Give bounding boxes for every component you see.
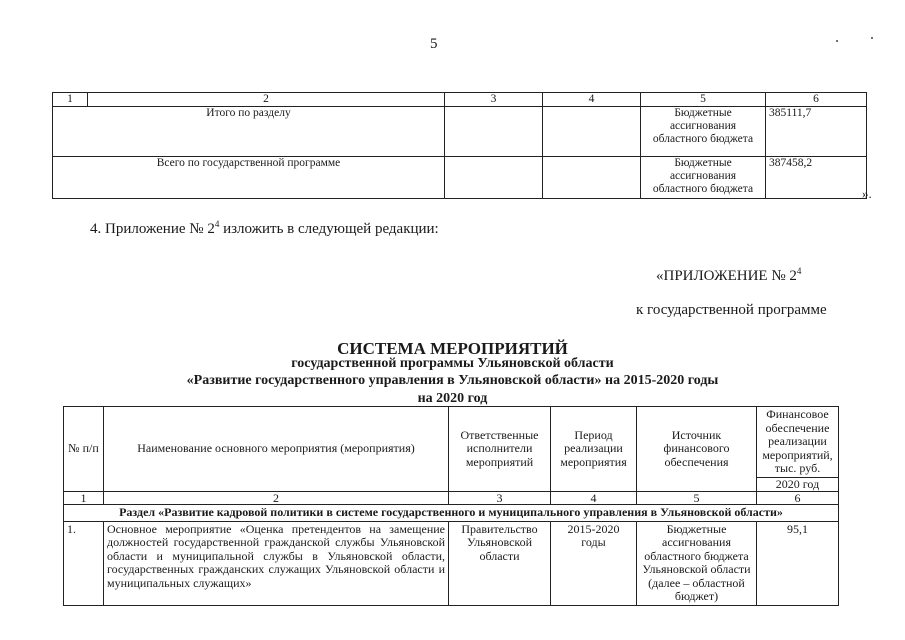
document-subtitle: государственной программы Ульяновской области [291,356,614,371]
paragraph-text: изложить в следующей редакции: [219,221,439,237]
section-row [64,505,839,522]
column-number: 5 [637,492,757,505]
row-executor: Правительство Ульяновской области [449,521,551,605]
row-period: 2015-2020 годы [551,521,637,605]
document-subtitle: «Развитие государственного управления в Ульяновской области» на 2015-2020 годы [186,373,719,388]
page-number: 5 [430,36,438,52]
table-header-row [53,93,867,107]
header-funding: Финансовое обеспечение реализации мероприятий, тыс. руб. [757,407,839,478]
row-source: Бюджетные ассигнования областного бюджета [641,157,766,199]
column-number: 3 [449,492,551,505]
empty-cell [445,107,543,157]
table-row [53,107,867,157]
row-source: Бюджетные ассигнования областного бюджета Ульяновской области (далее – областной бюджет) [637,521,757,605]
row-name: Всего по государственной программе [53,157,445,199]
header-cell: 5 [641,93,766,107]
header-source: Источник финансового обеспечения [637,407,757,492]
column-number: 1 [64,492,104,505]
header-year: 2020 год [757,477,839,492]
row-amount: 385111,7 [766,107,867,157]
header-num: № п/п [64,407,104,492]
paragraph-text: 4. Приложение № 2 [90,221,215,237]
superscript: 4 [214,219,220,229]
empty-cell [543,107,641,157]
measures-table [63,406,839,606]
superscript: 4 [796,266,802,276]
empty-cell [543,157,641,199]
column-number-row [64,492,839,505]
row-num: 1. [64,521,104,605]
header-executors: Ответственные исполнители мероприятий [449,407,551,492]
amendment-paragraph [90,219,439,238]
table-row [64,521,839,605]
continuation-table [52,92,867,199]
column-number: 6 [757,492,839,505]
column-number: 4 [551,492,637,505]
header-name: Наименование основного мероприятия (мероприятия) [104,407,449,492]
header-period: Период реализации мероприятия [551,407,637,492]
header-cell: 2 [88,93,445,107]
appendix-label-text: «ПРИЛОЖЕНИЕ № 2 [656,268,797,284]
row-name: Итого по разделу [53,107,445,157]
row-source: Бюджетные ассигнования областного бюджета [641,107,766,157]
header-cell: 3 [445,93,543,107]
section-heading: Раздел «Развитие кадровой политики в системе государственного и муниципального управления в Ульяновской области» [64,505,839,522]
empty-cell [445,157,543,199]
row-amount: 387458,2 [766,157,867,199]
document-title: СИСТЕМА МЕРОПРИЯТИЙ [337,339,568,358]
header-cell: 6 [766,93,867,107]
scan-speck [836,40,838,42]
header-cell: 4 [543,93,641,107]
table-row [53,157,867,199]
appendix-label [656,266,801,285]
document-subtitle: на 2020 год [417,391,488,406]
appendix-subtitle: к государственной программе [636,302,827,318]
header-cell: 1 [53,93,88,107]
column-number: 2 [104,492,449,505]
table-header-row [64,407,839,478]
row-name: Основное мероприятие «Оценка претендентов на замещение должностей государственной гражданской службы Ульяновской области и муниципальной службы в Ульяновской области, государственных гражданских служащих Ульяновской области и муниципальных служащих» [104,521,449,605]
scan-speck [871,37,873,39]
closing-quote: ». [862,186,872,201]
row-amount: 95,1 [757,521,839,605]
